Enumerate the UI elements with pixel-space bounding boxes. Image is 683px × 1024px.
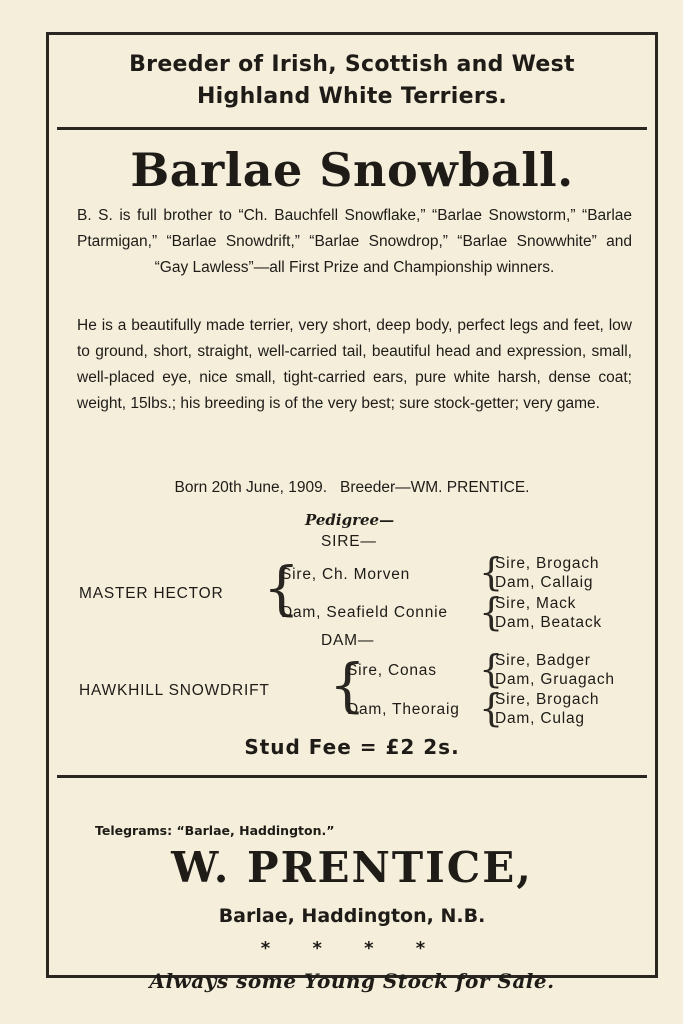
header-line-2: Highland White Terriers. — [196, 84, 508, 109]
dam-dam-sire: Sire, Brogach — [495, 691, 600, 708]
breeder-name: Breeder—WM. PRENTICE. — [339, 479, 530, 496]
sire-dam: Dam, Seafield Connie — [281, 604, 448, 621]
dam-dam-dam: Dam, Culag — [495, 710, 585, 727]
footer-divider — [57, 775, 647, 778]
sire-label: SIRE— — [321, 533, 377, 550]
sire-brace: { — [263, 554, 300, 622]
dam-brace: { — [329, 651, 366, 719]
sire-name: MASTER HECTOR — [79, 585, 224, 602]
sire-sire-brace: { — [479, 550, 504, 594]
header-divider — [57, 127, 647, 130]
sire-sire: Sire, Ch. Morven — [281, 566, 411, 583]
dam-sire: Sire, Conas — [347, 662, 437, 679]
advertisement-frame — [46, 32, 658, 993]
sale-tagline: Always some Young Stock for Sale. — [149, 969, 555, 993]
dam-sire-sire: Sire, Badger — [495, 652, 591, 669]
dam-sire-dam: Dam, Gruagach — [495, 671, 615, 688]
dam-dam: Dam, Theoraig — [347, 701, 460, 718]
dam-label: DAM— — [321, 632, 375, 649]
dam-sire-brace: { — [479, 647, 504, 691]
dog-title: Barlae Snowball. — [130, 143, 574, 197]
sire-dam-sire: Sire, Mack — [495, 595, 577, 612]
pedigree-heading: Pedigree— — [305, 511, 395, 529]
dam-dam-brace: { — [479, 686, 504, 730]
sire-dam-dam: Dam, Beatack — [495, 614, 602, 631]
dam-name: HAWKHILL SNOWDRIFT — [79, 682, 270, 699]
sire-dam-brace: { — [479, 590, 504, 634]
owner-address: Barlae, Haddington, N.B. — [218, 905, 486, 927]
stud-fee: Stud Fee = £2 2s. — [244, 735, 460, 759]
header-line-1: Breeder of Irish, Scottish and West — [129, 52, 575, 77]
owner-name: W. PRENTICE, — [171, 843, 533, 892]
description-para-2: He is a beautifully made terrier, very short, deep body, perfect legs and feet, low to ground, short, straight, well-carried tail, beautiful head and expression, small, well-placed eye, nice small, tight-carried ears, pure white harsh, dense coat; weight, 15lbs.; his breeding is of the very best; sure stock-getter; very game. — [77, 317, 632, 412]
telegrams-line: Telegrams: “Barlae, Haddington.” — [95, 823, 335, 838]
description-para-1: B. S. is full brother to “Ch. Bauchfell Snowflake,” “Barlae Snowstorm,” “Barlae Ptarmigan,” “Barlae Snowdrift,” “Barlae Snowdrop,” “Barlae Snowwhite” and “Gay Lawless”—all First Prize and Championship winners. — [77, 207, 632, 276]
birth-breeder-line — [49, 475, 655, 501]
breeder-header — [49, 49, 655, 113]
ornament-stars: * * * * — [260, 938, 444, 959]
born-date: Born 20th June, 1909. — [174, 479, 328, 496]
sire-sire-dam: Dam, Callaig — [495, 574, 594, 591]
sire-sire-sire: Sire, Brogach — [495, 555, 600, 572]
